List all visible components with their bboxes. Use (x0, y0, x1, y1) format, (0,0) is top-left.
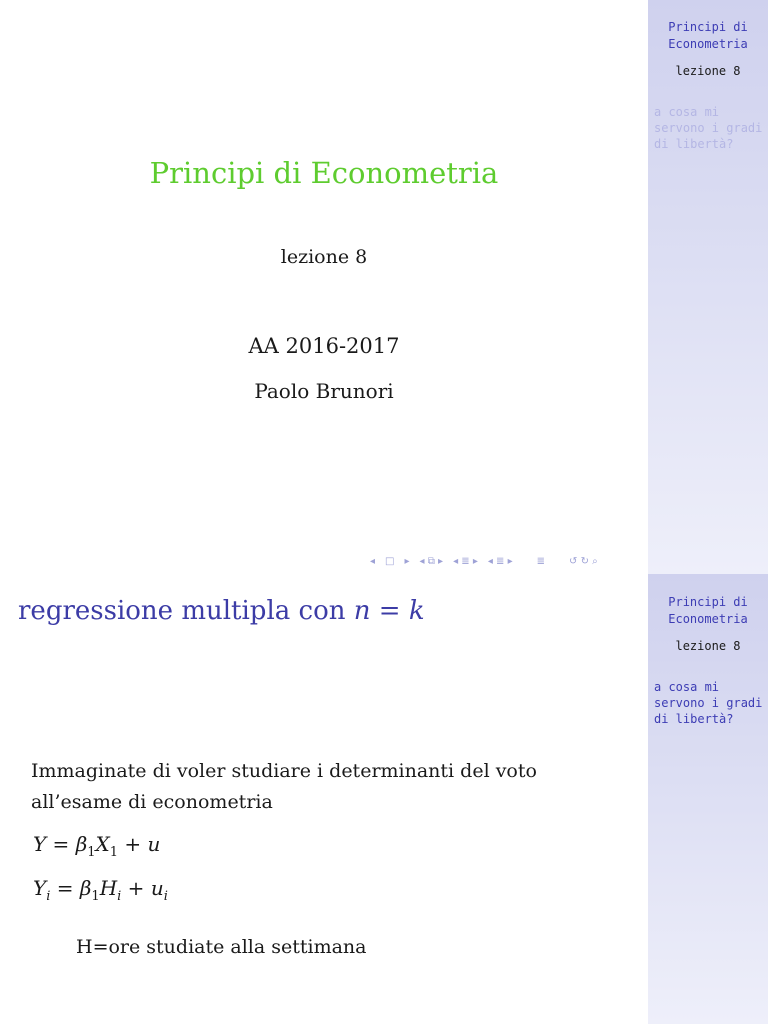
frame-title-n: n (353, 596, 371, 626)
sidebar-title-line1[interactable]: Principi di (668, 20, 748, 34)
eq2-h: H (99, 876, 118, 900)
eq2-u-sub: i (163, 889, 168, 904)
sidebar-section-link[interactable] (654, 679, 766, 727)
frame-title-equals: = (370, 596, 409, 626)
sidebar (648, 0, 768, 574)
frame-title-text: regressione multipla con (18, 596, 346, 626)
eq2-plus: + (121, 876, 151, 900)
nav-subsection-icon[interactable]: ◂ ≣ ▸ (453, 555, 478, 567)
nav-slide-icon[interactable]: □ (385, 555, 395, 567)
nav-section-icon[interactable]: ◂ ≣ ▸ (487, 555, 513, 567)
intro-paragraph (31, 756, 537, 818)
sidebar-section-link[interactable] (654, 104, 766, 152)
nav-toc-icon[interactable]: ≣ (536, 555, 546, 567)
nav-search-icon[interactable]: ↺ ↻ ⌕ (569, 555, 598, 567)
equation-sample (33, 876, 168, 904)
sidebar-section-line3: di libertà? (654, 712, 734, 726)
nav-next-arrow-icon[interactable]: ▸ (404, 555, 410, 567)
eq1-x: X (95, 832, 110, 856)
sidebar-section-line2: servono i gradi (654, 121, 763, 135)
eq2-y: Y (33, 876, 47, 900)
sidebar-section-line1: a cosa mi (654, 680, 720, 694)
eq1-y: Y (33, 832, 47, 856)
frame-title (18, 596, 425, 626)
eq1-beta: β (75, 832, 88, 856)
content-slide (0, 574, 768, 1024)
academic-year: AA 2016-2017 (248, 334, 400, 358)
sidebar-section-line1: a cosa mi (654, 105, 720, 119)
eq1-x-sub: 1 (109, 845, 119, 860)
frame-title-k: k (408, 596, 425, 626)
sidebar-subtitle: lezione 8 (675, 64, 741, 78)
sidebar-section-line3: di libertà? (654, 137, 734, 151)
author-name: Paolo Brunori (254, 379, 394, 403)
equation-population (33, 832, 160, 860)
sidebar-subtitle: lezione 8 (675, 639, 741, 653)
sidebar-title-line1[interactable]: Principi di (668, 595, 748, 609)
intro-line1: Immaginate di voler studiare i determinanti del voto (31, 760, 537, 782)
nav-prev-arrow-icon[interactable]: ◂ (370, 555, 376, 567)
sidebar-title-line2[interactable]: Econometria (668, 612, 748, 626)
eq2-beta: β (79, 876, 92, 900)
eq1-plus: + (118, 832, 148, 856)
sidebar-section-line2: servono i gradi (654, 696, 763, 710)
eq1-u: u (147, 832, 161, 856)
intro-line2: all’esame di econometria (31, 791, 273, 813)
nav-frame-icon[interactable]: ◂ ⧉ ▸ (419, 555, 444, 567)
eq2-y-sub: i (46, 889, 51, 904)
presentation-title: Principi di Econometria (149, 156, 499, 190)
eq1-beta-sub: 1 (87, 845, 96, 860)
eq2-equals: = (50, 876, 80, 900)
eq2-beta-sub: 1 (91, 889, 100, 904)
sidebar (648, 574, 768, 1024)
eq2-h-sub: i (117, 889, 122, 904)
beamer-navigation-bar (370, 553, 598, 569)
variable-note: H=ore studiate alla settimana (76, 936, 367, 958)
eq2-u: u (150, 876, 164, 900)
sidebar-title-line2[interactable]: Econometria (668, 37, 748, 51)
eq1-equals: = (46, 832, 76, 856)
lecture-subtitle: lezione 8 (280, 246, 368, 268)
